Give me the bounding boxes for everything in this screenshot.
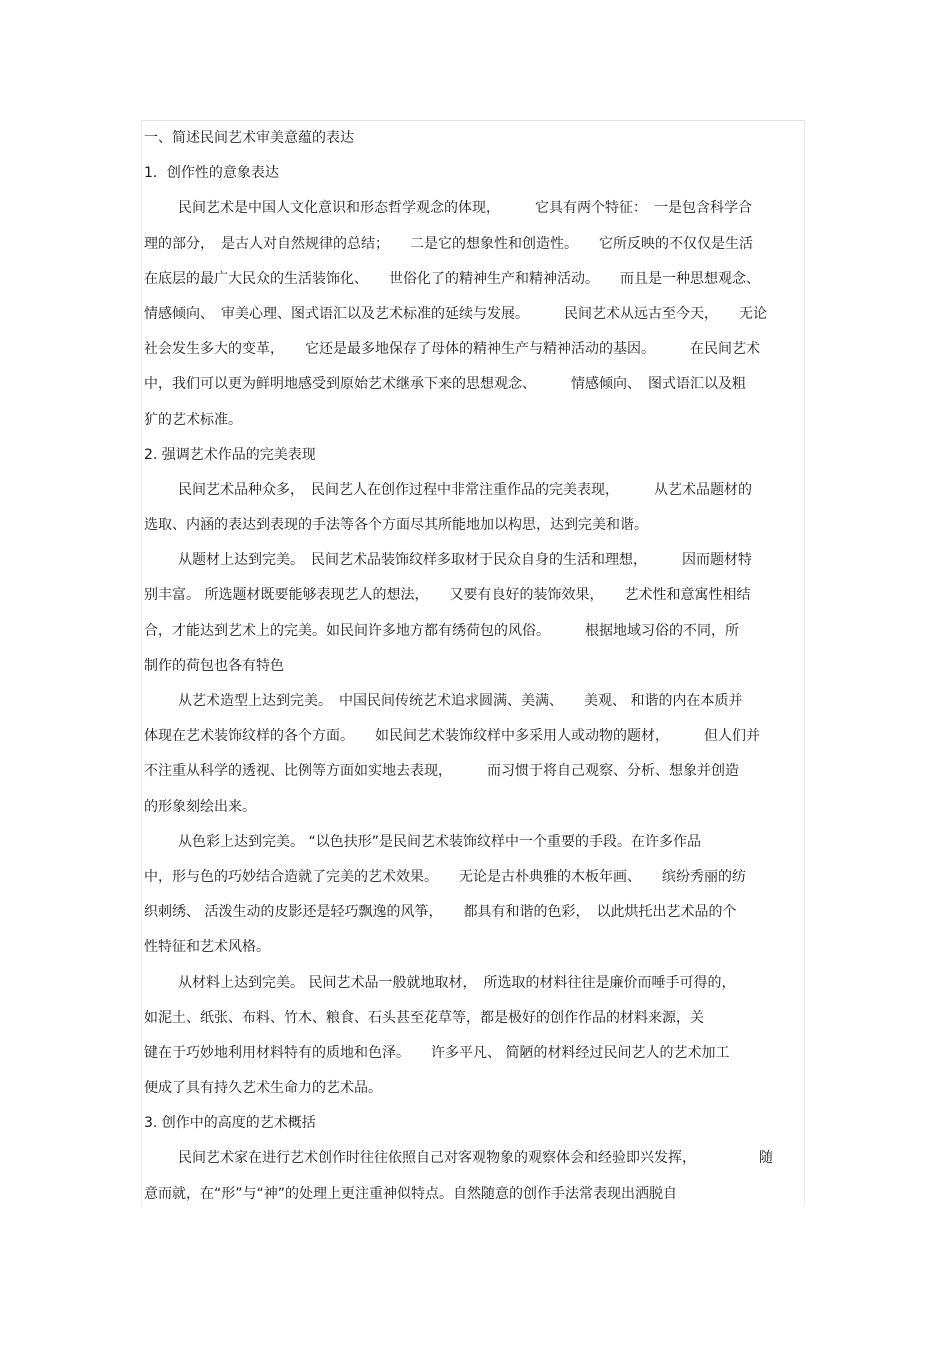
subsection-heading-3: 3. 创作中的高度的艺术概括 <box>144 1115 316 1132</box>
paragraph-line: 制作的荷包也各有特色 <box>144 657 284 674</box>
paragraph-line: 民间艺术家在进行艺术创作时往往依照自己对客观物象的观察体会和经验即兴发挥， 随 <box>178 1150 773 1167</box>
paragraph-line: 性特征和艺术风格。 <box>144 939 270 956</box>
paragraph-line: 键在于巧妙地利用材料特有的质地和色泽。 许多平凡、 简陋的材料经过民间艺人的艺术加工 <box>144 1044 730 1061</box>
paragraph-line: 意而就，在“形”与“神”的处理上更注重神似特点。自然随意的创作手法常表现出洒脱自 <box>144 1185 678 1202</box>
paragraph-line: 情感倾向、 审美心理、图式语汇以及艺术标准的延续与发展。 民间艺术从远古至今天， 无论 <box>144 305 767 322</box>
paragraph-line: 合，才能达到艺术上的完美。如民间许多地方都有绣荷包的风俗。 根据地域习俗的不同，所 <box>144 622 739 639</box>
paragraph-line: 从艺术造型上达到完美。 中国民间传统艺术追求圆满、美满、 美观、 和谐的内在本质并 <box>178 693 743 709</box>
paragraph-line: 中，形与色的巧妙结合造就了完美的艺术效果。 无论是古朴典雅的木板年画、 缤纷秀丽的纺 <box>144 868 746 885</box>
paragraph-line: 从题材上达到完美。 民间艺术品装饰纹样多取材于民众自身的生活和理想， 因而题材特 <box>178 552 752 569</box>
paragraph-line: 理的部分， 是古人对自然规律的总结； 二是它的想象性和创造性。 它所反映的不仅仅是生活 <box>144 235 753 252</box>
paragraph-line: 从色彩上达到完美。 “以色扶形”是民间艺术装饰纹样中一个重要的手段。在许多作品 <box>178 833 701 850</box>
paragraph-line: 的形象刻绘出来。 <box>144 798 256 815</box>
paragraph-line: 选取、内涵的表达到表现的手法等各个方面尽其所能地加以构思，达到完美和谐。 <box>144 517 648 534</box>
document-body <box>144 121 808 1212</box>
paragraph-line: 便成了具有持久艺术生命力的艺术品。 <box>144 1080 382 1097</box>
paragraph-line: 民间艺术品种众多， 民间艺人在创作过程中非常注重作品的完美表现， 从艺术品题材的 <box>178 481 752 498</box>
paragraph-line: 不注重从科学的透视、比例等方面如实地去表现， 而习惯于将自己观察、分析、想象并创造 <box>144 763 739 780</box>
paragraph-line: 犷的艺术标准。 <box>144 411 242 428</box>
paragraph-line: 织刺绣、 活泼生动的皮影还是轻巧飘逸的风筝， 都具有和谐的色彩， 以此烘托出艺术品的个 <box>144 904 737 921</box>
paragraph-line: 从材料上达到完美。 民间艺术品一般就地取材， 所选取的材料往往是廉价而唾手可得的， <box>178 974 736 991</box>
subsection-heading-2: 2. 强调艺术作品的完美表现 <box>144 446 316 463</box>
paragraph-line: 别丰富。 所选题材既要能够表现艺人的想法， 又要有良好的装饰效果， 艺术性和意寓性相结 <box>144 587 751 604</box>
paragraph-line: 如泥土、纸张、布料、竹木、粮食、石头甚至花草等，都是极好的创作作品的材料来源，关 <box>144 1009 704 1026</box>
paragraph-line: 体现在艺术装饰纹样的各个方面。 如民间艺术装饰纹样中多采用人或动物的题材， 但人们并 <box>144 728 760 745</box>
paragraph-line: 在底层的最广大民众的生活装饰化、 世俗化了的精神生产和精神活动。 而且是一种思想观念、 <box>144 270 760 287</box>
subsection-heading-1: 1．创作性的意象表达 <box>144 165 279 182</box>
paragraph-line: 社会发生多大的变革， 它还是最多地保存了母体的精神生产与精神活动的基因。 在民间艺术 <box>144 341 760 358</box>
paragraph-line: 民间艺术是中国人文化意识和形态哲学观念的体现， 它具有两个特征： 一是包含科学合 <box>178 200 752 217</box>
section-heading: 一、简述民间艺术审美意蕴的表达 <box>144 130 354 146</box>
paragraph-line: 中，我们可以更为鲜明地感受到原始艺术继承下来的思想观念、 情感倾向、 图式语汇以及粗 <box>144 376 746 393</box>
